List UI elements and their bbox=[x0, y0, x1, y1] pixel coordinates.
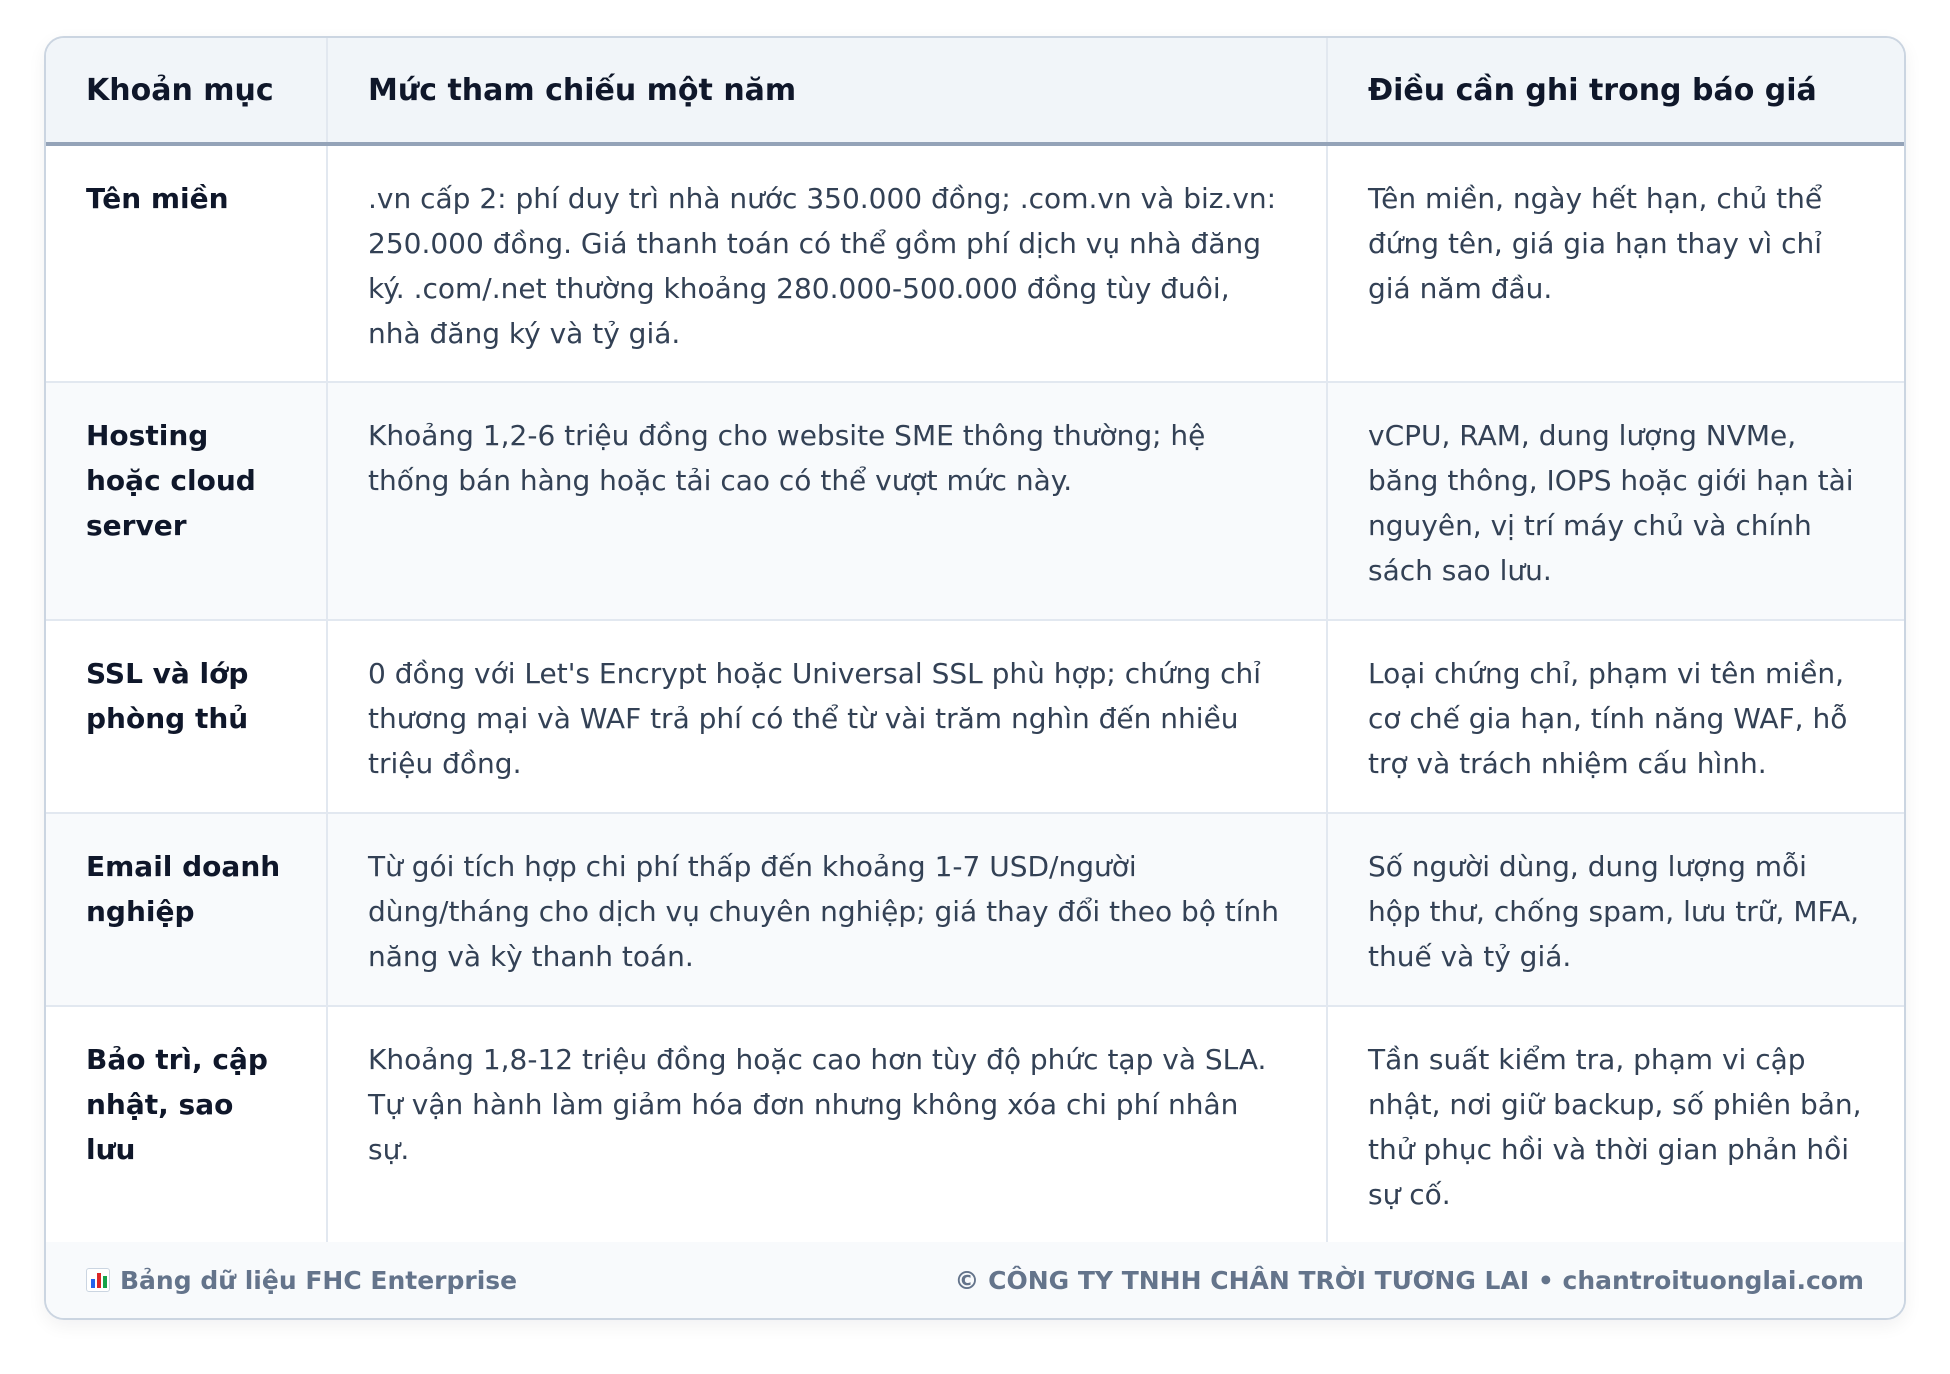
table-row bbox=[46, 813, 1904, 1006]
footer-source-label: Bảng dữ liệu FHC Enterprise bbox=[120, 1265, 518, 1295]
data-table-card bbox=[44, 36, 1906, 1320]
column-header-notes: Điều cần ghi trong báo giá bbox=[1327, 38, 1904, 144]
row-item-name: Tên miền bbox=[46, 144, 327, 382]
row-notes: Tên miền, ngày hết hạn, chủ thể đứng tên, giá gia hạn thay vì chỉ giá năm đầu. bbox=[1327, 144, 1904, 382]
row-reference: Từ gói tích hợp chi phí thấp đến khoảng 1-7 USD/người dùng/tháng cho dịch vụ chuyên nghiệp; giá thay đổi theo bộ tính năng và kỳ thanh toán. bbox=[327, 813, 1327, 1006]
row-notes: vCPU, RAM, dung lượng NVMe, băng thông, IOPS hoặc giới hạn tài nguyên, vị trí máy chủ và chính sách sao lưu. bbox=[1327, 382, 1904, 620]
row-item-name: Hosting hoặc cloud server bbox=[46, 382, 327, 620]
table-row bbox=[46, 382, 1904, 620]
row-notes: Số người dùng, dung lượng mỗi hộp thư, chống spam, lưu trữ, MFA, thuế và tỷ giá. bbox=[1327, 813, 1904, 1006]
bar-chart-icon bbox=[86, 1268, 110, 1292]
row-item-name: SSL và lớp phòng thủ bbox=[46, 620, 327, 813]
column-header-item: Khoản mục bbox=[46, 38, 327, 144]
row-reference: Khoảng 1,8-12 triệu đồng hoặc cao hơn tùy độ phức tạp và SLA. Tự vận hành làm giảm hóa đơn nhưng không xóa chi phí nhân sự. bbox=[327, 1006, 1327, 1244]
table-row bbox=[46, 144, 1904, 382]
row-reference: .vn cấp 2: phí duy trì nhà nước 350.000 đồng; .com.vn và biz.vn: 250.000 đồng. Giá thanh toán có thể gồm phí dịch vụ nhà đăng ký. .com/.net thường khoảng 280.000-500.000 đồng tùy đuôi, nhà đăng ký và tỷ giá. bbox=[327, 144, 1327, 382]
footer-source bbox=[86, 1266, 517, 1295]
table-footer bbox=[46, 1242, 1904, 1318]
row-reference: 0 đồng với Let's Encrypt hoặc Universal SSL phù hợp; chứng chỉ thương mại và WAF trả phí có thể từ vài trăm nghìn đến nhiều triệu đồng. bbox=[327, 620, 1327, 813]
row-reference: Khoảng 1,2-6 triệu đồng cho website SME thông thường; hệ thống bán hàng hoặc tải cao có thể vượt mức này. bbox=[327, 382, 1327, 620]
row-notes: Loại chứng chỉ, phạm vi tên miền, cơ chế gia hạn, tính năng WAF, hỗ trợ và trách nhiệm cấu hình. bbox=[1327, 620, 1904, 813]
footer-copyright: © CÔNG TY TNHH CHÂN TRỜI TƯƠNG LAI • chantroituonglai.com bbox=[954, 1265, 1864, 1295]
table-row bbox=[46, 1006, 1904, 1244]
row-notes: Tần suất kiểm tra, phạm vi cập nhật, nơi giữ backup, số phiên bản, thử phục hồi và thời gian phản hồi sự cố. bbox=[1327, 1006, 1904, 1244]
table-header-row bbox=[46, 38, 1904, 144]
row-item-name: Email doanh nghiệp bbox=[46, 813, 327, 1006]
column-header-reference: Mức tham chiếu một năm bbox=[327, 38, 1327, 144]
cost-reference-table bbox=[46, 38, 1904, 1245]
table-row bbox=[46, 620, 1904, 813]
row-item-name: Bảo trì, cập nhật, sao lưu bbox=[46, 1006, 327, 1244]
